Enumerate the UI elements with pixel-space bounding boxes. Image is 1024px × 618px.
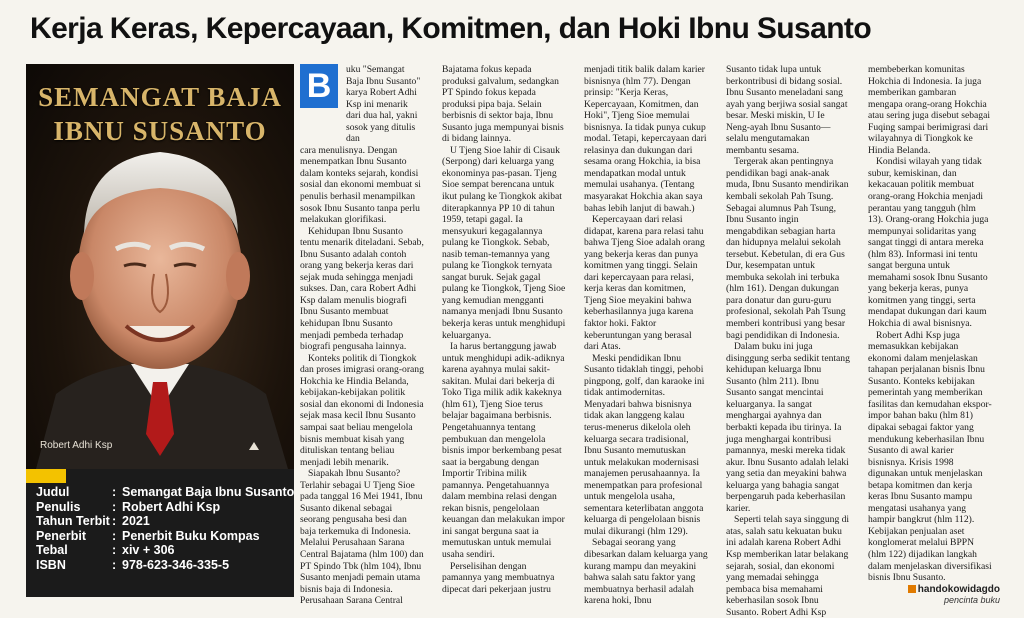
paragraph: Dalam buku ini juga disinggung serba sedikit tentang kehidupan keluarga Ibnu Susanto (hlm 211). Ibnu Susanto sangat mencintai keluarganya. Ia sangat menghargai ayahnya dan berbakti kepada ibu tirinya. Ia juga menghargai kontribusi pamannya, meski mereka tidak akur. Ibnu Susanto adalah lelaki yang setia dan meyakini bahwa keluarga yang bahagia sangat berpengaruh pada keberhasilan karier. bbox=[726, 341, 850, 514]
paragraph: U Tjeng Sioe lahir di Cisauk (Serpong) dari keluarga yang ekonominya pas-pasan. Tjeng Sioe sempat berencana untuk ikut pulang ke Tiongkok akibat diterapkannya PP 10 di tahun 1959, tetapi gagal. Ia mensyukuri kegagalannya pulang ke Tiongkok. Sebab, nasib teman-temannya yang pulang ke Tiongkok ternyata sangat buruk. Sejak gagal pulang ke Tiongkok, Tjeng Sioe yang kemudian mengganti namanya menjadi Ibnu Susanto bekerja keras untuk menghidupi keluarganya. bbox=[442, 144, 566, 341]
article-column-4 bbox=[726, 64, 850, 618]
cover-title-line2: IBNU SUSANTO bbox=[53, 116, 267, 146]
info-label: Tahun Terbit bbox=[36, 514, 110, 528]
portrait-illustration bbox=[26, 64, 294, 469]
info-value: xiv + 306 bbox=[122, 543, 175, 557]
info-value: Semangat Baja Ibnu Susanto bbox=[122, 485, 295, 499]
book-cover bbox=[26, 64, 294, 469]
info-label: Penerbit bbox=[36, 528, 87, 543]
paragraph: Seperti telah saya singgung di atas, salah satu kekuatan buku ini adalah karena Robert Adhi Ksp memberikan latar belakang sejarah, sosial, dan ekonomi yang memadai sehingga pembaca bisa memahami keberhasilan sosok Ibnu Susanto. Robert Adhi Ksp bbox=[726, 514, 850, 618]
paragraph: Ia harus bertanggung jawab untuk menghidupi adik-adiknya karena ayahnya mulai sakit-sakitan. Mulai dari bekerja di Toko Tiga milik adik kakeknya (hlm 61), Tjeng Sioe terus belajar bagaimana berbisnis. Pengetahuannya tentang pembukuan dan mengelola bisnis impor berkembang pesat saat ia bergabung dengan Importir Tribina milik pamannya. Pengetahuannya dalam membina relasi dengan rekan bisnis, pengelolaan keuangan dan melakukan impor ini sangat berguna saat ia memutuskan untuk memulai usaha sendiri. bbox=[442, 341, 565, 560]
info-label: ISBN bbox=[36, 557, 66, 572]
paragraph: Sebagai seorang yang dibesarkan dalam keluarga yang kurang mampu dan meyakini bahwa salah satu faktor yang membuatnya berhasil adalah karena hoki, Ibnu bbox=[584, 537, 708, 607]
paragraph: Bajatama fokus kepada produksi galvalum, sedangkan PT Spindo fokus kepada produksi pipa baja. Selain berbisnis di sektor baja, Ibnu Susanto juga mempunyai bisnis di bidang lainnya. bbox=[442, 64, 564, 145]
signature-role: pencinta buku bbox=[943, 595, 1000, 605]
article-column-1 bbox=[300, 64, 424, 607]
paragraph: Robert Adhi Ksp juga memasukkan kebijakan ekonomi dalam menjelaskan tahapan perjalanan bisnis Ibnu Susanto. Konteks kebijakan pemerintah yang memberikan fasilitas dan kemudahan ekspor-impor bahan baku (hlm 81) dipakai sebagai faktor yang mendukung keberhasilan Ibnu Susanto di awal karier bisnisnya. Krisis 1998 digunakan untuk menjelaskan betapa komitmen dan kerja keras Ibnu Susanto mampu mengatasi usahanya yang hampir bangkrut (hlm 112). Kebijakan penjualan aset konglomerat melalui BPPN (hlm 122) dijadikan langkah dalam menjelaskan diversifikasi bisnis Ibnu Susanto. bbox=[868, 329, 992, 584]
paragraph: Konteks politik di Tiongkok dan proses imigrasi orang-orang Hokchia ke Hindia Belanda, kebijakan-kebijakan politik sosial dan ekonomi di Indonesia sejak masa kecil Ibnu Susanto sampai saat beliau mengelola bisnis membuat kisah yang dituliskan tentang beliau menjadi lebih menarik. bbox=[300, 352, 424, 468]
info-row: Judul : Semangat Baja Ibnu Susanto bbox=[36, 485, 295, 499]
info-label: Tebal bbox=[36, 543, 68, 557]
paragraph: Susanto tidak lupa untuk berkontribusi di bidang sosial. Ibnu Susanto meneladani sang ayah yang berjiwa sosial sangat besar. Meski miskin, U Ie Neng-ayah Ibnu Susanto—selalu mengutamakan membantu sesama. bbox=[726, 64, 848, 156]
paragraph: cara menulisnya. Dengan menempatkan Ibnu Susanto dalam konteks sejarah, kondisi sosial dan ekonomi membuat si penulis berhasil menampilkan sosok Ibnu Susanto tanpa perlu melakukan glorifikasi. bbox=[300, 144, 421, 226]
info-label: Judul bbox=[36, 485, 70, 499]
paragraph: uku "Semangat Baja Ibnu Susanto" karya Robert Adhi Ksp ini menarik dari dua hal, yakni sosok yang ditulis dan bbox=[346, 64, 421, 145]
info-value: Penerbit Buku Kompas bbox=[122, 528, 260, 543]
book-info-box bbox=[26, 469, 294, 597]
info-accent-bar bbox=[26, 469, 66, 483]
info-row: ISBN : 978-623-346-335-5 bbox=[36, 557, 230, 572]
cover-title-line1: SEMANGAT BAJA bbox=[38, 82, 282, 112]
info-value: Robert Adhi Ksp bbox=[122, 499, 221, 514]
paragraph: Meski pendidikan Ibnu Susanto tidaklah tinggi, pehobi pingpong, golf, dan karaoke ini tidak antimodernitas. Menyadari bahwa bisnisnya tidak akan langgeng kalau terus-menerus dikelola oleh keluarga secara tradisional, Ibnu Susanto memutuskan untuk melakukan modernisasi manajemen perusahaannya. Ia menempatkan para profesional untuk mengelola usaha, sementara keterlibatan anggota keluarga di pengelolaan bisnis mulai dikurangi (hlm 129). bbox=[584, 352, 705, 537]
paragraph: menjadi titik balik dalam karier bisnisnya (hlm 77). Dengan prinsip: "Kerja Keras, Kepercayaan, Komitmen, dan Hoki", Tjeng Sioe memulai bisnisnya. Ia tidak punya cukup modal. Tetapi, kepercayaan dari relasinya dan dukungan dari sesama orang Hokchia, ia bisa mendapatkan modal untuk memulai usahanya. (Tentang masyarakat Hokchia akan saya bahas lebih lanjut di bawah.) bbox=[584, 64, 707, 214]
info-rows bbox=[36, 485, 294, 572]
dropcap: B bbox=[300, 64, 338, 108]
info-row: Tebal : xiv + 306 bbox=[36, 543, 175, 557]
paragraph: Perselisihan dengan pamannya yang membuatnya dipecat dari pekerjaan justru bbox=[442, 560, 555, 595]
headline: Kerja Keras, Kepercayaan, Komitmen, dan Hoki Ibnu Susanto bbox=[30, 12, 872, 45]
info-value: 2021 bbox=[122, 514, 150, 528]
info-row: Penerbit : Penerbit Buku Kompas bbox=[36, 528, 260, 543]
info-row: Penulis : Robert Adhi Ksp bbox=[36, 499, 221, 514]
paragraph: membeberkan komunitas Hokchia di Indonesia. Ia juga memberikan gambaran mengapa orang-orang Hokchia atau sering juga disebut sebagai Fuqing sampai berimigrasi dari wilayahnya di Tiongkok ke Hindia Belanda. bbox=[868, 64, 991, 156]
signature-square-icon bbox=[908, 585, 916, 593]
paragraph: Siapakah Ibnu Susanto? Terlahir sebagai U Tjeng Sioe pada tanggal 16 Mei 1941, Ibnu Susanto dikenal sebagai seorang pengusaha besi dan baja terkemuka di Indonesia. Melalui Perusahaan Sarana Central Bajatama (hlm 100) dan PT Spindo Tbk (hlm 104), Ibnu Susanto menjadi pemain utama bisnis baja di Indonesia. Perusahaan Sarana Central bbox=[300, 468, 424, 607]
paragraph: Kepercayaan dari relasi didapat, karena para relasi tahu bahwa Tjeng Sioe adalah orang yang bekerja keras dan punya komitmen yang tinggi. Selain dari kepercayaan para relasi, kerja keras dan komitmen, Tjeng Sioe meyakini bahwa keberhasilannya juga karena faktor hoki. Faktor keberuntungan yang berasal dari Atas. bbox=[584, 214, 705, 353]
paragraph: Kondisi wilayah yang tidak subur, kemiskinan, dan kekacauan politik membuat orang-orang Hokchia menjadi perantau yang tangguh (hlm 13). Orang-orang Hokchia juga mempunyai solidaritas yang sangat tinggi di antara mereka (hlm 83). Informasi ini tentu sangat berguna untuk memahami sosok Ibnu Susanto yang bekerja keras, punya komitmen yang tinggi, serta mendapat dukungan dari kaum Hokchia di awal bisnisnya. bbox=[868, 156, 989, 330]
publisher-logo-icon bbox=[248, 441, 260, 451]
signature bbox=[908, 584, 1000, 605]
cover-author: Robert Adhi Ksp bbox=[40, 440, 113, 451]
article-column-3 bbox=[584, 64, 708, 607]
paragraph: Kehidupan Ibnu Susanto tentu menarik diteladani. Sebab, Ibnu Susanto adalah contoh orang yang bekerja keras dari sejak muda sehingga menjadi sukses. Dan, cara Robert Adhi Ksp dalam menulis biografi Ibnu Susanto membuat kehidupan Ibnu Susanto menjadi pembeda terhadap biografi pengusaha lainnya. bbox=[300, 225, 424, 353]
article-column-2 bbox=[442, 64, 566, 595]
paragraph: Tergerak akan pentingnya pendidikan bagi anak-anak muda, Ibnu Susanto mendirikan kembali sekolah Pah Tsung. Sebagai alumnus Pah Tsung, Ibnu Susanto ingin mengabdikan sebagian harta dan hidupnya melalui sekolah tersebut. Kebetulan, di era Gus Dur, kesempatan untuk membuka sekolah ini terbuka (hlm 161). Dengan dukungan para donatur dan guru-guru profesional, sekolah Pah Tsung memberi kontribusi yang besar bagi pendidikan di Indonesia. bbox=[726, 156, 849, 341]
article-column-5 bbox=[868, 64, 992, 584]
info-label: Penulis bbox=[36, 499, 81, 514]
signature-name: handokowidagdo bbox=[917, 584, 1000, 595]
info-value: 978-623-346-335-5 bbox=[122, 557, 230, 572]
info-row: Tahun Terbit : 2021 bbox=[36, 514, 150, 528]
